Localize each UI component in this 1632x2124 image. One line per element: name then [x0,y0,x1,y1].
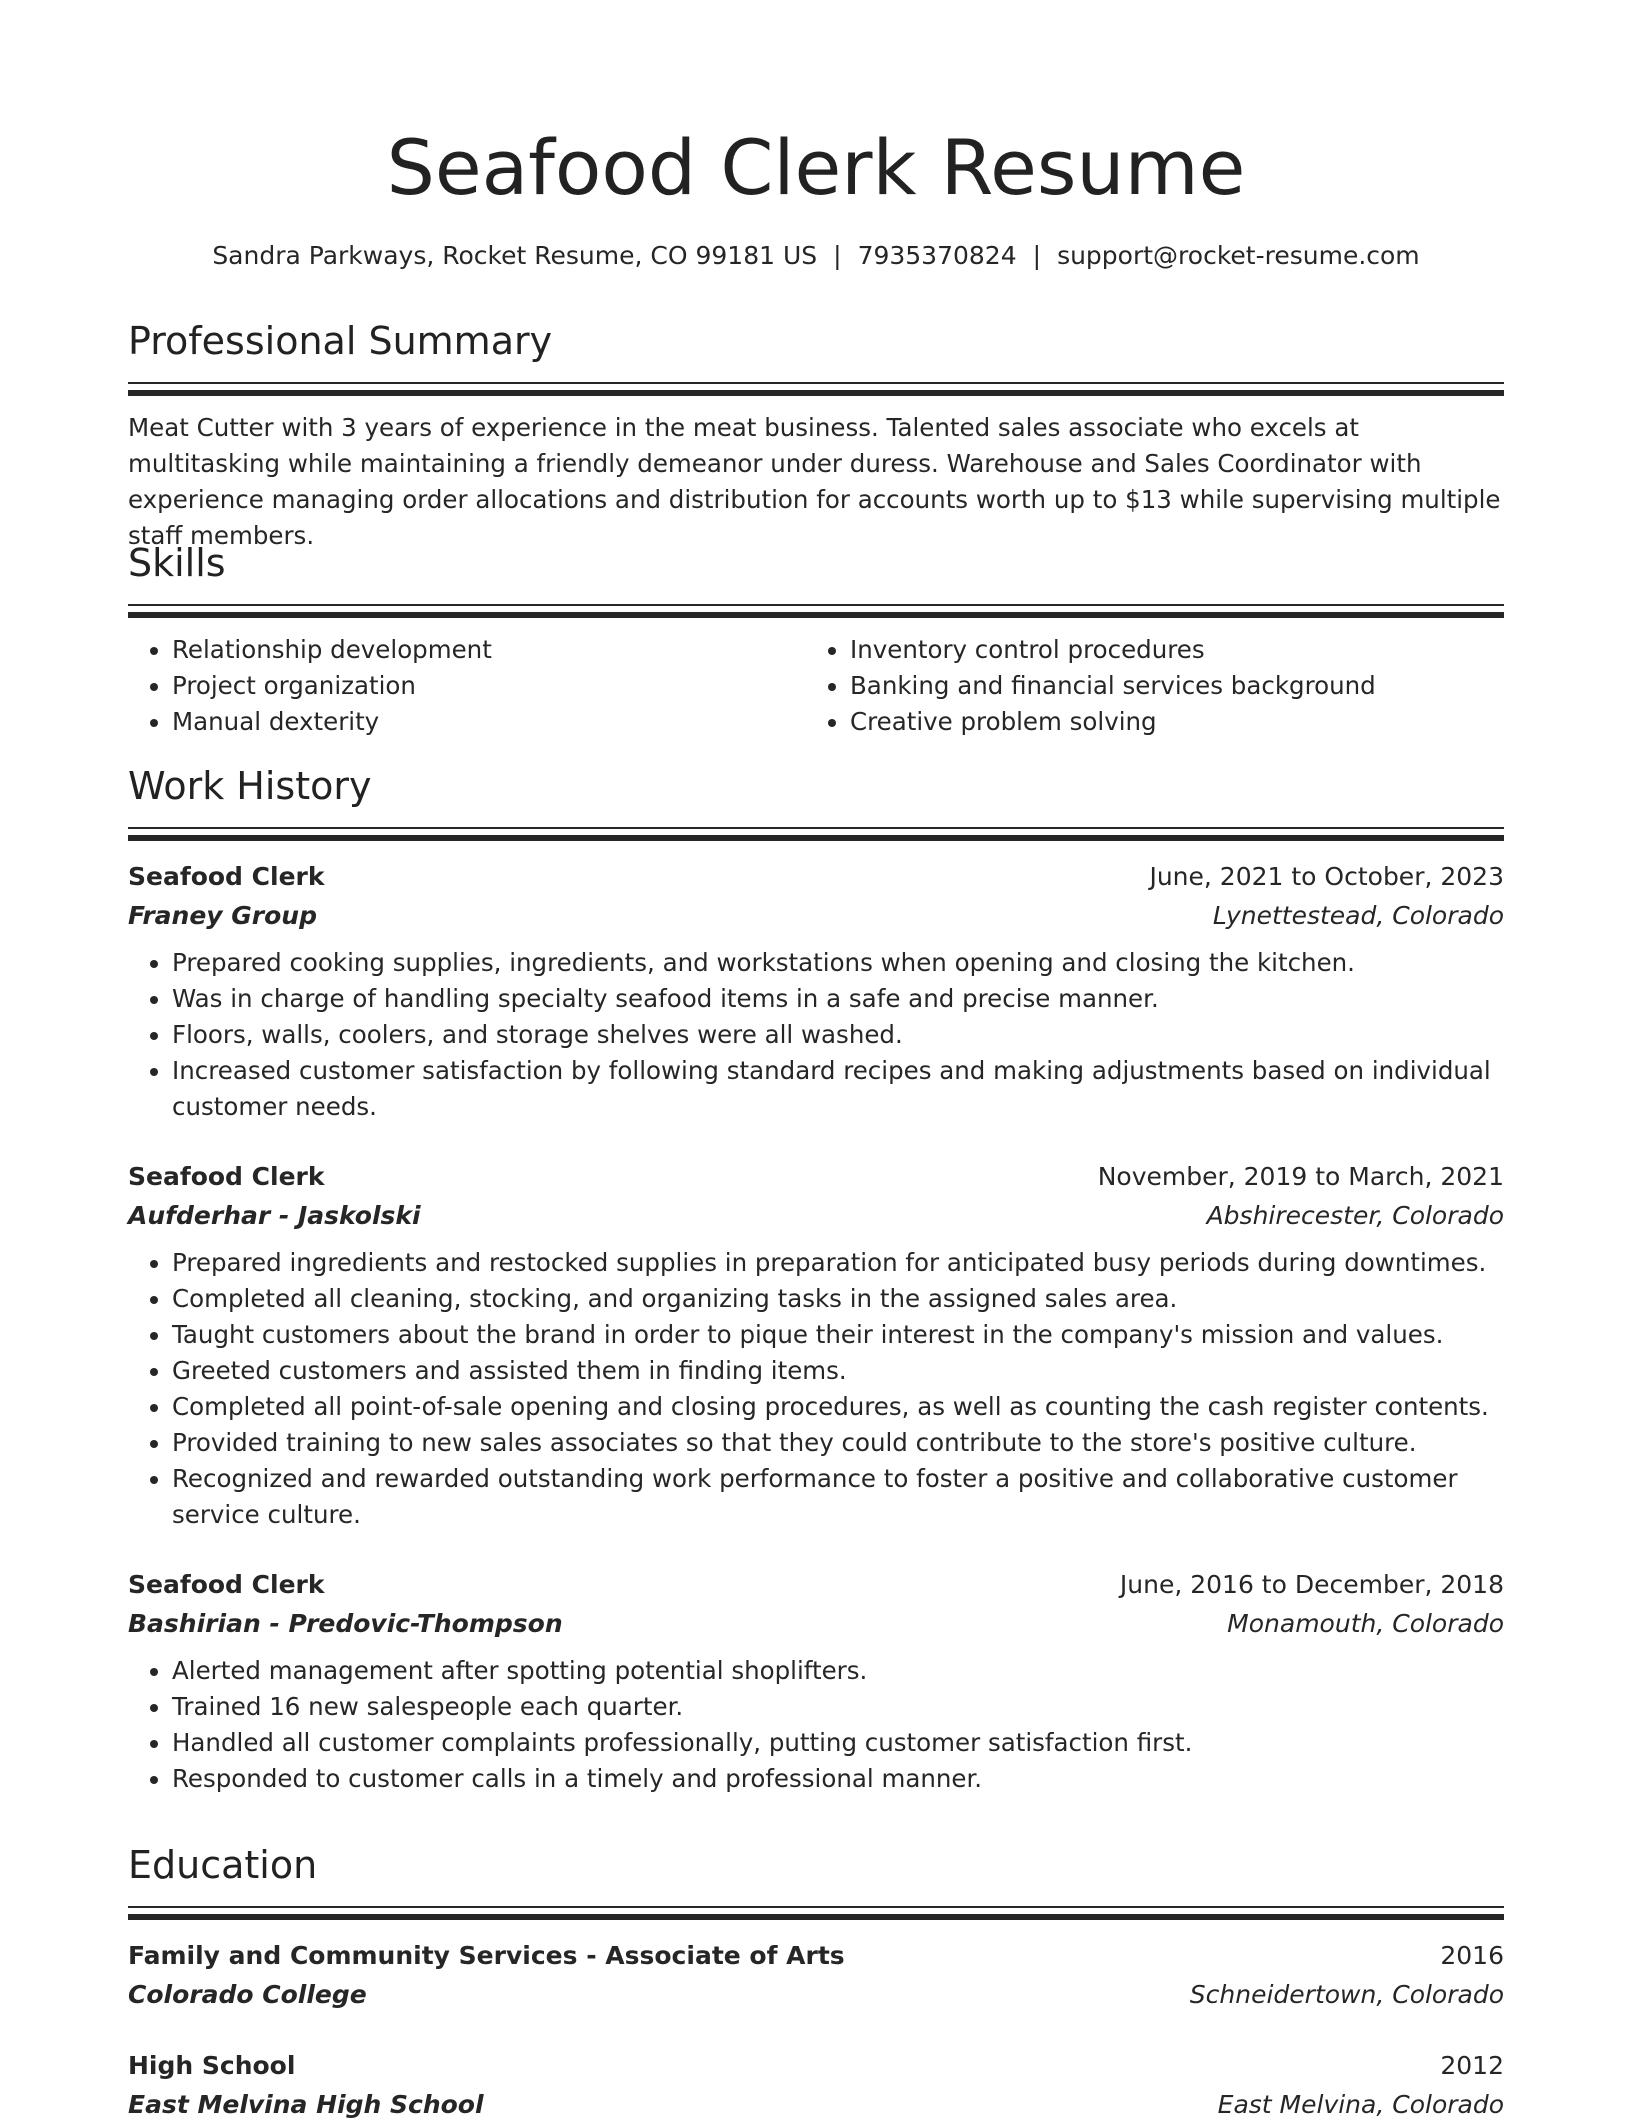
job-bullet: • Prepared ingredients and restocked supplies in preparation for anticipated busy periods during downtimes. [172,1245,1504,1281]
work-history-heading: Work History [128,764,372,808]
contact-line [128,238,1504,274]
job-bullet: • Increased customer satisfaction by following standard recipes and making adjustments based on individual customer needs. [172,1053,1504,1125]
skills-heading: Skills [128,541,226,585]
job-bullet: • Greeted customers and assisted them in finding items. [172,1353,1504,1389]
job-bullet: • Provided training to new sales associates so that they could contribute to the store's positive culture. [172,1425,1504,1461]
job-entry [128,1157,1504,1533]
job-bullet: • Trained 16 new salespeople each quarter. [172,1689,1504,1725]
job-bullets [128,945,1504,1125]
section-divider [128,604,1504,618]
skill-item: • Relationship development [172,632,806,668]
job-bullet: • Completed all cleaning, stocking, and organizing tasks in the assigned sales area. [172,1281,1504,1317]
contact-separator: | [833,241,842,270]
page-title: Seafood Clerk Resume [386,123,1246,212]
contact-separator: | [1032,241,1042,270]
job-bullet: • Handled all customer complaints professionally, putting customer satisfaction first. [172,1725,1504,1761]
job-bullet: • Completed all point-of-sale opening and closing procedures, as well as counting the cash register contents. [172,1389,1504,1425]
education-school: Colorado College [128,1980,367,2009]
summary-section [128,316,1504,554]
job-company: Bashirian - Predovic-Thompson [128,1609,563,1638]
skill-item: • Creative problem solving [850,704,1484,740]
education-entry [128,1936,1504,2014]
section-divider [128,827,1504,841]
education-location: Schneidertown, Colorado [1189,1980,1504,2009]
job-entry [128,857,1504,1125]
job-dates: June, 2021 to October, 2023 [1149,862,1504,891]
job-bullet: • Responded to customer calls in a timely and professional manner. [172,1761,1504,1797]
job-entry [128,1565,1504,1797]
job-bullet: • Taught customers about the brand in order to pique their interest in the company's mission and values. [172,1317,1504,1353]
job-company: Aufderhar - Jaskolski [128,1201,421,1230]
skill-item: • Manual dexterity [172,704,806,740]
education-degree: High School [128,2051,296,2080]
education-degree: Family and Community Services - Associate of Arts [128,1941,845,1970]
section-divider [128,1906,1504,1920]
education-school-row [128,1975,1504,2014]
job-bullet: • Prepared cooking supplies, ingredients, and workstations when opening and closing the kitchen. [172,945,1504,981]
education-school-row [128,2085,1504,2124]
skill-item: • Inventory control procedures [850,632,1484,668]
education-heading: Education [128,1843,318,1887]
job-dates: November, 2019 to March, 2021 [1097,1162,1504,1191]
job-title: Seafood Clerk [128,1570,325,1599]
contact-address: Sandra Parkways, Rocket Resume, CO 99181 US [212,241,818,270]
job-company-row [128,896,1504,935]
job-bullets [128,1653,1504,1797]
contact-phone: 7935370824 [857,241,1017,270]
skills-column-right [806,632,1484,740]
job-bullet: • Alerted management after spotting potential shoplifters. [172,1653,1504,1689]
job-bullet: • Floors, walls, coolers, and storage shelves were all washed. [172,1017,1504,1053]
job-header-row [128,1157,1504,1196]
skills-section [128,538,1504,740]
job-company-row [128,1196,1504,1235]
job-bullet: • Was in charge of handling specialty seafood items in a safe and precise manner. [172,981,1504,1017]
skill-item: • Banking and financial services background [850,668,1484,704]
job-header-row [128,857,1504,896]
job-title: Seafood Clerk [128,862,325,891]
job-location: Monamouth, Colorado [1227,1609,1504,1638]
job-location: Abshirecester, Colorado [1206,1201,1504,1230]
job-bullet: • Recognized and rewarded outstanding work performance to foster a positive and collaborative customer service culture. [172,1461,1504,1533]
education-header-row [128,1936,1504,1975]
job-header-row [128,1565,1504,1604]
job-title: Seafood Clerk [128,1162,325,1191]
education-school: East Melvina High School [128,2090,484,2119]
education-header-row [128,2046,1504,2085]
job-company-row [128,1604,1504,1643]
work-history-section [128,761,1504,1797]
skills-column-left [128,632,806,740]
summary-text: Meat Cutter with 3 years of experience in the meat business. Talented sales associate who excels at multitasking while maintaining a friendly demeanor under duress. Warehouse and Sales Coordinator with experience managing order allocations and distribution for accounts worth up to $13 while supervising multiple staff members. [128,413,1501,550]
job-location: Lynettestead, Colorado [1212,901,1504,930]
education-section [128,1840,1504,2124]
education-entry [128,2046,1504,2124]
education-year: 2016 [1440,1941,1504,1970]
contact-email: support@rocket-resume.com [1057,241,1420,270]
skills-list [128,632,1504,740]
job-dates: June, 2016 to December, 2018 [1119,1570,1504,1599]
education-year: 2012 [1440,2051,1504,2080]
job-company: Franey Group [128,901,318,930]
skill-item: • Project organization [172,668,806,704]
job-bullets [128,1245,1504,1533]
summary-heading: Professional Summary [128,319,553,363]
section-divider [128,382,1504,396]
education-location: East Melvina, Colorado [1217,2090,1504,2119]
